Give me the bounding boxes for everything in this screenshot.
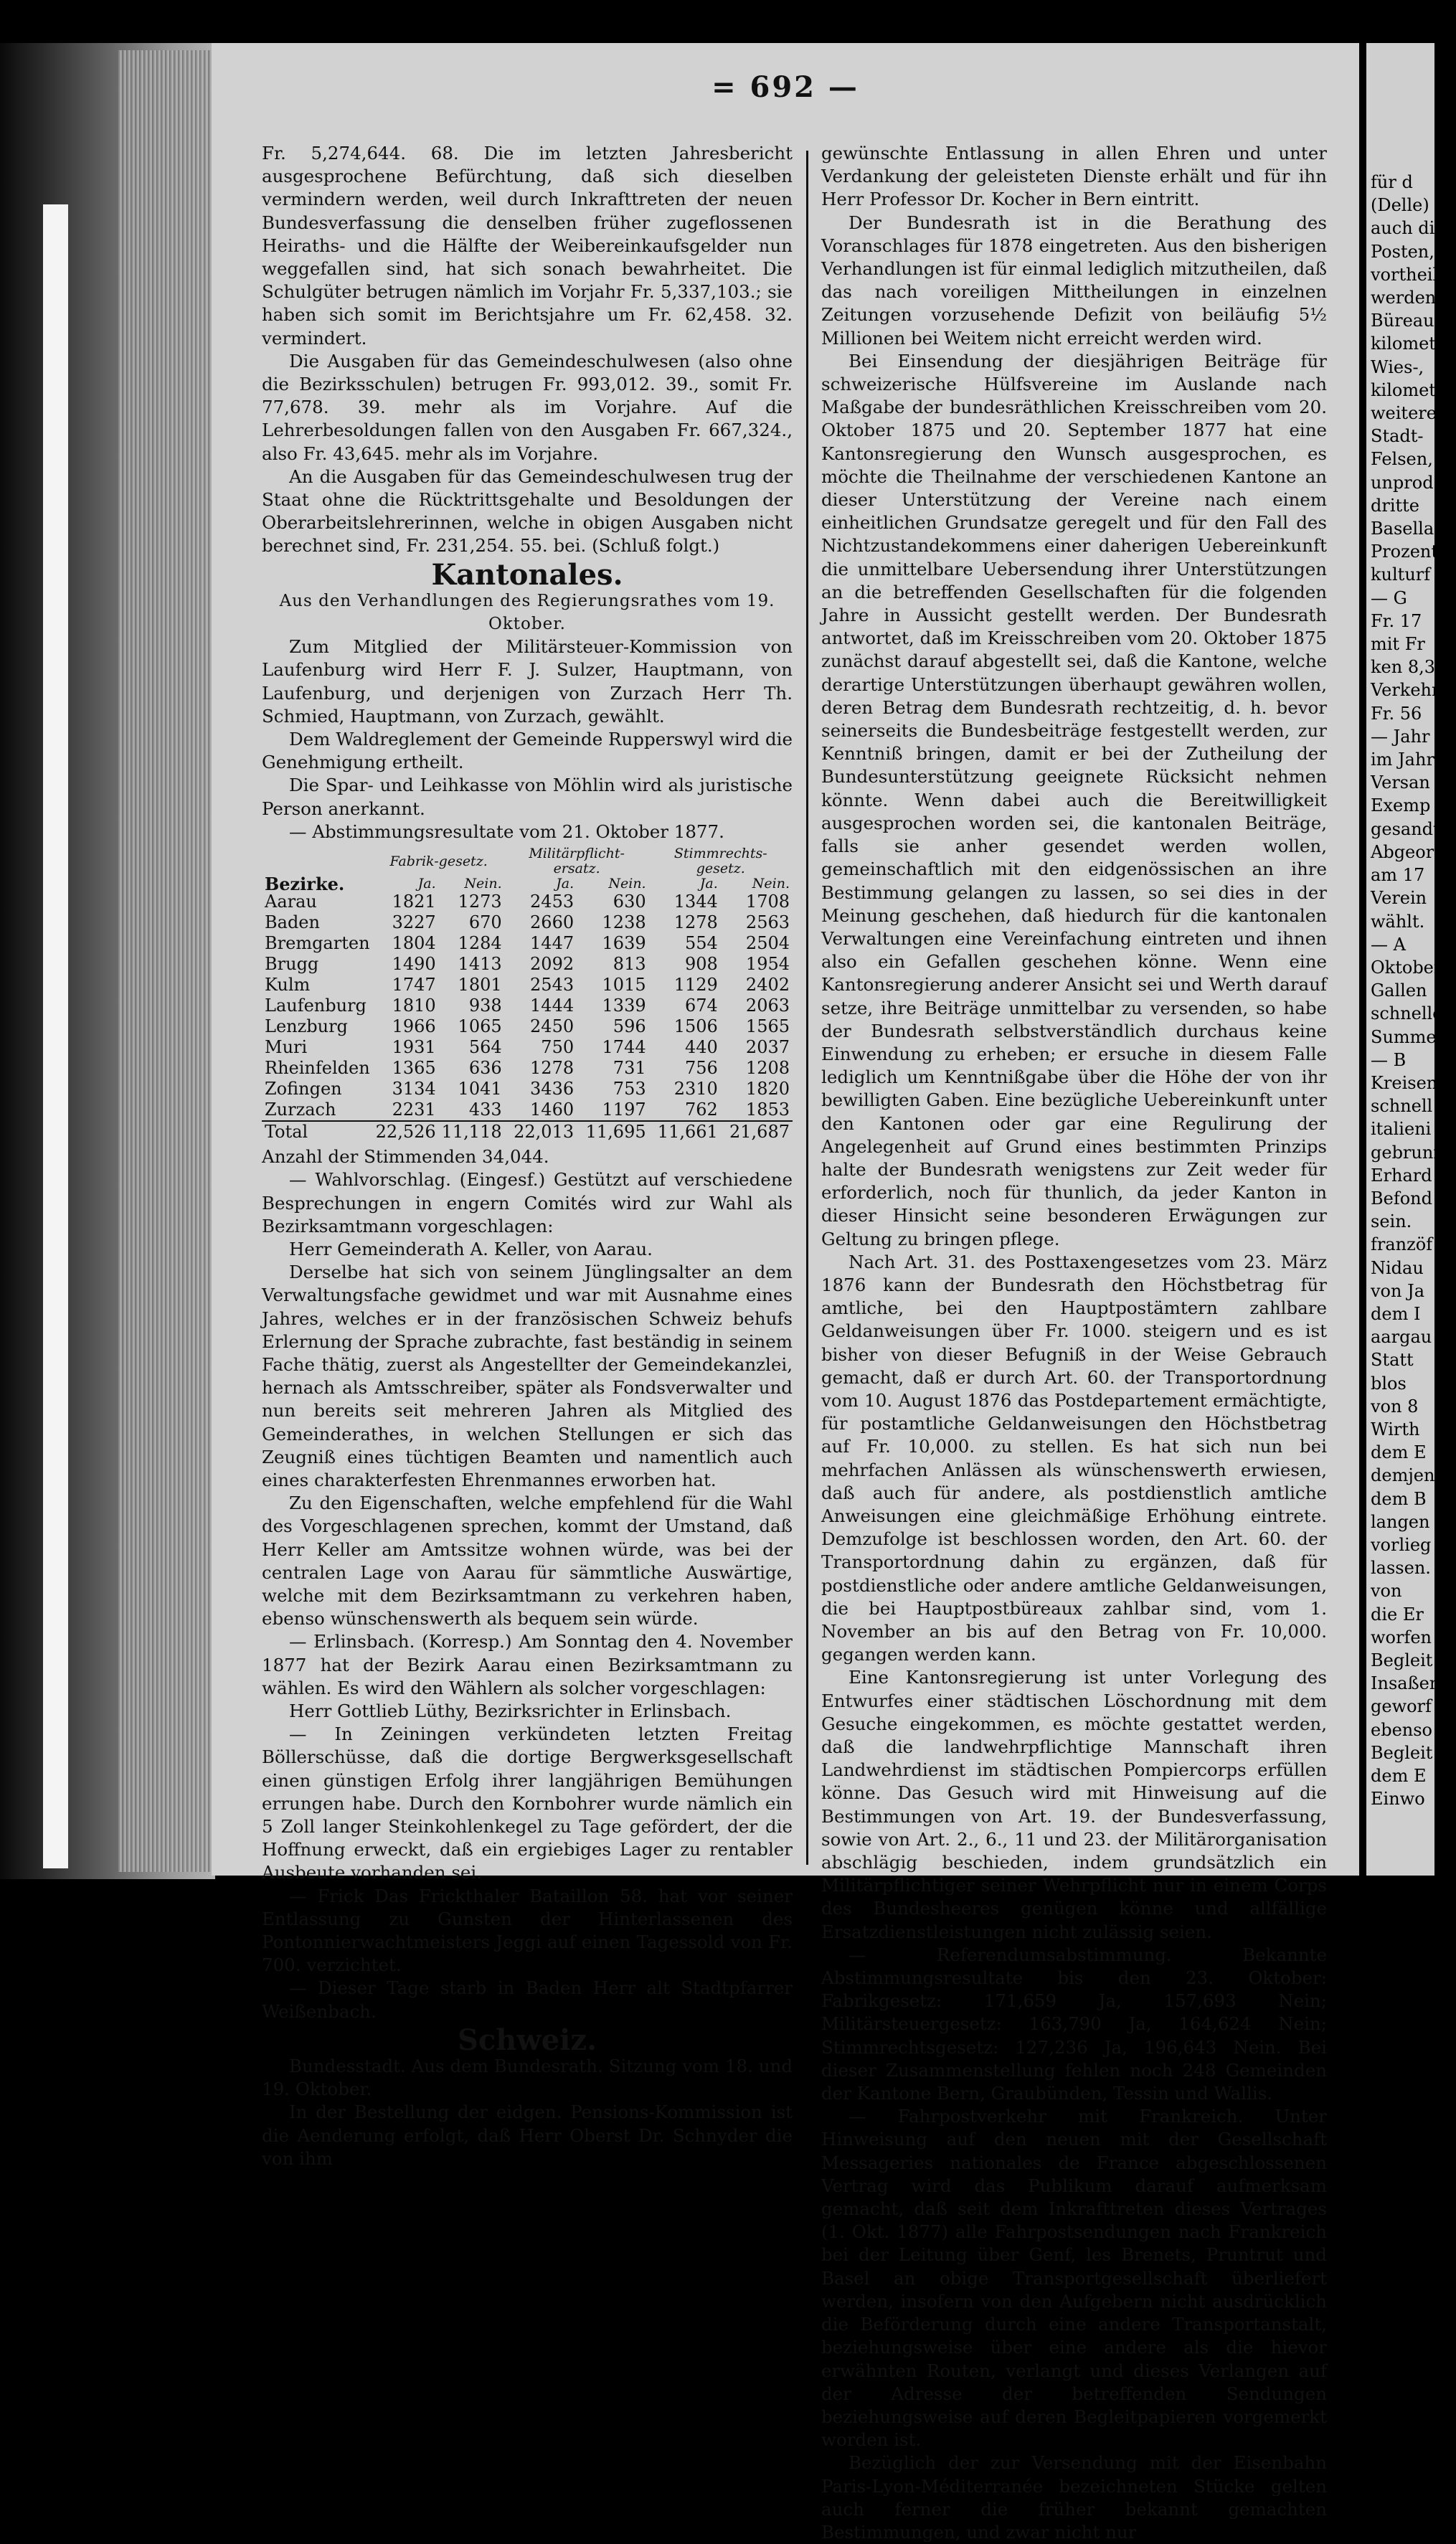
paragraph: Bezüglich der zur Versendung mit der Eisenbahn Paris-Lyon-Méditerranée bezeichneten Stücke gelten auch ferner die früher bekannt gemachten Bestimmungen, und zwar nicht nur bbox=[821, 2452, 1327, 2543]
adjacent-page-line: am 17 bbox=[1371, 865, 1425, 886]
table-row bbox=[262, 912, 793, 933]
paragraph: — Abstimmungsresultate vom 21. Oktober 1877. bbox=[289, 821, 724, 842]
paragraph: Dem Waldreglement der Gemeinde Rupperswyl wird die Genehmigung ertheilt. bbox=[262, 729, 793, 773]
table-row bbox=[262, 1058, 793, 1079]
adjacent-page-line: gebrunne bbox=[1371, 1142, 1455, 1163]
adjacent-page-line: — A bbox=[1371, 934, 1406, 955]
cell: 1129 bbox=[673, 975, 718, 996]
cell: 1413 bbox=[458, 954, 502, 975]
cell: 22,526 bbox=[373, 1121, 439, 1143]
district-name: Kulm bbox=[265, 975, 311, 996]
adjacent-page-line: Nidau bbox=[1371, 1257, 1424, 1278]
adjacent-page-line: worfen bbox=[1371, 1627, 1432, 1647]
cell: 1506 bbox=[673, 1016, 718, 1037]
cell: 756 bbox=[684, 1058, 718, 1079]
paragraph: Der Bundesrath ist in die Berathung des Voranschlages für 1878 eingetreten. Aus den bisherigen Verhandlungen ist für einmal lediglich mitzutheilen, daß das nach voreiligen Mittheilungen in einzelnen Zeitungen vorzusehende Defizit von beiläufig 5½ Millionen bei Weitem nicht erreicht werden wird. bbox=[821, 212, 1327, 349]
adjacent-page-line: Einwo bbox=[1371, 1789, 1425, 1810]
table-header-ja: Ja. bbox=[417, 876, 436, 892]
paragraph: Anzahl der Stimmenden 34,044. bbox=[262, 1146, 549, 1168]
table-total-row bbox=[262, 1121, 793, 1143]
adjacent-page-line: Statt bbox=[1371, 1350, 1414, 1371]
table-row bbox=[262, 1100, 793, 1121]
cell: 1273 bbox=[458, 892, 502, 912]
cell: 1284 bbox=[458, 933, 502, 954]
cell: 636 bbox=[468, 1058, 502, 1079]
right-column bbox=[821, 142, 1327, 2544]
cell: 1565 bbox=[745, 1016, 790, 1037]
cell: 1447 bbox=[530, 933, 575, 954]
adjacent-page-line: dritte bbox=[1371, 495, 1420, 516]
adjacent-page-line: Stadt- bbox=[1371, 426, 1424, 447]
cell: 753 bbox=[613, 1079, 646, 1100]
adjacent-page-line: vorlieg bbox=[1371, 1534, 1432, 1555]
cell: 1639 bbox=[602, 933, 646, 954]
cell: 1344 bbox=[673, 892, 718, 912]
adjacent-page-line: italieni bbox=[1371, 1119, 1432, 1140]
paragraph: — Frick Das Frickthaler Bataillon 58. hat vor seiner Entlassung zu Gunsten der Hinterlassenen des Pontonnierwachtmeisters Jeggi auf einen Tagessold von Fr. 700. verzichtet. bbox=[262, 1885, 793, 1976]
cell: 1197 bbox=[602, 1100, 646, 1120]
district-name: Laufenburg bbox=[265, 996, 367, 1016]
adjacent-page-line: vortheil bbox=[1371, 264, 1439, 285]
cell: 2063 bbox=[745, 996, 790, 1016]
cell: 1966 bbox=[392, 1016, 436, 1037]
paragraph: — In Zeiningen verkündeten letzten Freitag Böllerschüsse, daß die dortige Bergwerksgesellschaft einen günstigen Erfolg ihrer langjährigen Bemühungen errungen habe. Durch den Kornbohrer wurde nämlich ein 5 Zoll langer Steinkohlenkegel zu Tage gefördert, der die Hoffnung erweckt, daß ein ergiebiges Lager zu rentabler Ausbeute vorhanden sei. bbox=[262, 1723, 793, 1883]
adjacent-page-line: von Ja bbox=[1371, 1280, 1425, 1301]
cell: 596 bbox=[613, 1016, 646, 1037]
paragraph: Derselbe hat sich von seinem Jünglingsalter an dem Verwaltungsfache gewidmet und war mit Ausnahme eines Jahres, welches er in der französischen Schweiz behufs Erlernung der Sprache zubrachte, fast beständig in seinem Fache thätig, zuerst als Angestellter der Gemeindekanzlei, hernach als Amtsschreiber, später als Fondsverwalter und nun bereits seit mehreren Jahren als Mitglied des Gemeinderathes, in welchen Stellungen er sich das Zeugniß eines tüchtigen Beamten und namentlich auch eines charakterfesten Ehrenmannes erworben hat. bbox=[262, 1262, 793, 1490]
cell: 11,661 bbox=[649, 1121, 721, 1143]
cell: 3227 bbox=[392, 912, 436, 933]
table-header-nein: Nein. bbox=[608, 876, 646, 892]
cell: 2543 bbox=[530, 975, 575, 996]
cell: 1954 bbox=[745, 954, 790, 975]
paragraph: Herr Gemeinderath A. Keller, von Aarau. bbox=[289, 1238, 653, 1259]
district-name: Brugg bbox=[265, 954, 319, 975]
subheading: Aus den Verhandlungen des Regierungsrathes vom 19. Oktober. bbox=[279, 591, 775, 634]
adjacent-page-line: schnell bbox=[1371, 1096, 1433, 1117]
cell: 674 bbox=[684, 996, 718, 1016]
cell: 1365 bbox=[392, 1058, 436, 1079]
cell: 2504 bbox=[745, 933, 790, 954]
paragraph: Zu den Eigenschaften, welche empfehlend für die Wahl des Vorgeschlagenen sprechen, kommt der Umstand, daß Herr Keller am Amtssitze wohnen würde, was bei der centralen Lage von Aarau für sämmtliche Auswärtige, welche mit dem Bezirksamtmann zu verkehren haben, ebenso wünschenswerth als bequem sein würde. bbox=[262, 1493, 793, 1630]
adjacent-page-line: Fr. 56 bbox=[1371, 703, 1422, 724]
adjacent-page-line: lassen. bbox=[1371, 1558, 1431, 1579]
adjacent-page-line: Verein bbox=[1371, 888, 1427, 909]
table-row bbox=[262, 975, 793, 996]
district-name: Muri bbox=[265, 1037, 308, 1058]
cell: 813 bbox=[613, 954, 646, 975]
adjacent-page-line: Verkehr bbox=[1371, 680, 1440, 701]
table-header-nein: Nein. bbox=[752, 876, 790, 892]
cell: 1931 bbox=[392, 1037, 436, 1058]
paragraph: gewünschte Entlassung in allen Ehren und unter Verdankung der geleisteten Dienste erhält und für ihn Herr Professor Dr. Kocher in Bern eintritt. bbox=[821, 143, 1327, 210]
adjacent-page-line: geworf bbox=[1371, 1696, 1432, 1717]
adjacent-page-line: unprod bbox=[1371, 472, 1434, 493]
paragraph: — Fahrpostverkehr mit Frankreich. Unter Hinweisung auf den neuen mit der Gesellschaft Messageries nationales de France abgeschlossenen Vertrag wird das Publikum darauf aufmerksam gemacht, daß seit dem Inkrafttreten dieses Vertrages (1. Okt. 1877) alle Fahrpostsendungen nach Frankreich bei der Leitung über Genf, les Brenets, Pruntrut und Basel an obige Transportgesellschaft überliefert werden, insofern von den Aufgebern nicht ausdrücklich die Beförderung durch eine andere Transportanstalt, beziehungsweise über eine andere als die hievor erwähnten Routen, verlangt und dieses Verlangen auf der Adresse der betreffenden Sendungen beziehungsweise auf deren Begleitpapieren vorgemerkt worden ist. bbox=[821, 2106, 1327, 2451]
cell: 3436 bbox=[530, 1079, 575, 1100]
adjacent-page-line: (Delle) bbox=[1371, 195, 1429, 216]
adjacent-page-line: auch di bbox=[1371, 218, 1435, 239]
table-header-ja: Ja. bbox=[556, 876, 575, 892]
cell: 2660 bbox=[530, 912, 575, 933]
total-label: Total bbox=[262, 1121, 373, 1143]
adjacent-page-line: Prozent bbox=[1371, 542, 1439, 562]
paragraph: In der Bestellung der eidgen. Pensions-Kommission ist die Aenderung erfolgt, daß Herr Oberst Dr. Schnyder die von ihm bbox=[262, 2101, 793, 2169]
table-row bbox=[262, 1079, 793, 1100]
paragraph: — Referendumsabstimmung. Bekannte Abstimmungsresultate bis den 23. Oktober: Fabrikgesetz: 171,659 Ja, 157,693 Nein; Militärsteuergesetz: 163,790 Ja, 164,624 Nein; Stimmrechtsgesetz: 127,236 Ja, 196,643 Nein. Bei dieser Zusammenstellung fehlen noch 248 Gemeinden der Kantone Bern, Graubünden, Tessin und Wallis. bbox=[821, 1944, 1327, 2104]
adjacent-page-line: kulturf bbox=[1371, 564, 1431, 585]
adjacent-page-line: Begleit bbox=[1371, 1650, 1433, 1670]
cell: 762 bbox=[684, 1100, 718, 1120]
table-row bbox=[262, 892, 793, 912]
cell: 1747 bbox=[392, 975, 436, 996]
cell: 554 bbox=[684, 933, 718, 954]
cell: 938 bbox=[468, 996, 502, 1016]
cell: 2092 bbox=[530, 954, 575, 975]
paragraph: — Dieser Tage starb in Baden Herr alt Stadtpfarrer Weißenbach. bbox=[262, 1977, 793, 2022]
cell: 1015 bbox=[602, 975, 646, 996]
cell: 2231 bbox=[392, 1100, 436, 1120]
adjacent-page-line: blos bbox=[1371, 1373, 1407, 1394]
paragraph: Bei Einsendung der diesjährigen Beiträge für schweizerische Hülfsvereine im Auslande nach Maßgabe der bundesräthlichen Kreisschreiben vom 20. Oktober 1875 und 20. September 1877 hat eine Kantonsregierung den Wunsch ausgesprochen, es möchte die Theilnahme der verschiedenen Kantone an dieser Unterstützung der Vereine nach einem einheitlichen Grundsatze geregelt und für den Fall des Nichtzustandekommens einer daherigen Uebereinkunft die unmittelbare Uebersendung ihrer Unterstützungen an die betreffenden Gesellschaften für die folgenden Jahre in Aussicht gestellt werden. Der Bundesrath antwortet, daß im Kreisschreiben vom 20. Oktober 1875 zunächst darauf abgestellt sei, daß die Kantone, welche derartige Unterstützungen überhaupt gewähren wollen, deren Betrag dem Bundesrath rechtzeitig, d. h. bevor seinerseits die Bundesbeiträge festgestellt werden, zur Kenntniß bringen, damit er bei der Zutheilung der Bundesunterstützung geeignete Rücksicht nehmen könnte. Wenn dabei auch die Bereitwilligkeit ausgesprochen worden sei, die kantonalen Beiträge, falls sie anher gesendet werden wollen, gemeinschaftlich mit den eidgenössischen an ihre Bestimmung gelangen zu lassen, so sei dies in der Meinung geschehen, daß hiedurch für die kantonalen Verwaltungen eine Vereinfachung eintreten und ihnen also ein Gefallen geschehen könne. Wenn eine Kantonsregierung anderer Ansicht sei und Werth darauf setze, ihre Beiträge unmittelbar zu versenden, so habe der Bundesrath selbstverständlich durchaus keine Einwendung zu erheben; er ersuche in diesem Falle lediglich um Kenntnißgabe über die Höhe der von ihr bewilligten Gaben. Eine bezügliche Uebereinkunft unter den Kantonen oder gar eine Regulirung der Angelegenheit auf Grund eines bestimmten Prinzips halte der Bundesrath wenigstens zur Zeit weder für erforderlich, noch für thunlich, da jeder Kanton in dieser Hinsicht seine besonderen Erwägungen zur Geltung zu bringen pflege. bbox=[821, 350, 1327, 1249]
adjacent-page-line: — Jahr bbox=[1371, 726, 1430, 747]
paragraph: Nach Art. 31. des Posttaxengesetzes vom 23. März 1876 kann der Bundesrath den Höchstbetrag für amtliche, bei den Hauptpostämtern zahlbare Geldanweisungen über Fr. 1000. steigern und es ist bisher von dieser Befugniß in der Weise Gebrauch gemacht, daß er durch Art. 60. der Transportordnung vom 10. August 1876 das Postdepartement ermächtigte, für postamtliche Geldanweisungen den Höchstbetrag auf Fr. 10,000. zu stellen. Es hat sich nun bei mehrfachen Anlässen als wünschenswerth erwiesen, daß auch für andere, als postdienstlich amtliche Anweisungen eine gleichmäßige Erhöhung eintrete. Demzufolge ist beschlossen worden, den Art. 60. der Transportordnung dahin zu ergänzen, daß für postdienstliche oder andere amtliche Geldanweisungen, die bei Hauptpostbüreaux zahlbar sind, vom 1. November an bis auf den Betrag von Fr. 10,000. gegangen werden kann. bbox=[821, 1251, 1327, 1665]
paragraph: — Erlinsbach. (Korresp.) Am Sonntag den 4. November 1877 hat der Bezirk Aarau einen Bezirksamtmann zu wählen. Es wird den Wählern als solcher vorgeschlagen: bbox=[262, 1631, 793, 1698]
table-header-fabrik: Fabrik-gesetz. bbox=[389, 853, 488, 869]
adjacent-page-line: im Jahr bbox=[1371, 750, 1434, 770]
table-header-ja: Ja. bbox=[699, 876, 718, 892]
cell: 433 bbox=[468, 1100, 502, 1120]
adjacent-page-line: für d bbox=[1371, 172, 1413, 192]
adjacent-page-line: ebenso bbox=[1371, 1719, 1432, 1740]
adjacent-page-line: dem I bbox=[1371, 1303, 1421, 1324]
cell: 630 bbox=[613, 892, 646, 912]
adjacent-page-line: Begleit bbox=[1371, 1742, 1433, 1763]
adjacent-page-line: Abgeor bbox=[1371, 841, 1434, 862]
paragraph: Die Ausgaben für das Gemeindeschulwesen (also ohne die Bezirksschulen) betrugen Fr. 993,012. 39., somit Fr. 77,678. 39. mehr als im Vorjahre. Auf die Lehrerbesoldungen fallen von den Ausgaben Fr. 667,324., also Fr. 43,645. mehr als im Vorjahre. bbox=[262, 350, 793, 464]
adjacent-page-line: Befond bbox=[1371, 1188, 1432, 1209]
cell: 1238 bbox=[602, 912, 646, 933]
cell: 1041 bbox=[458, 1079, 502, 1100]
newspaper-page bbox=[212, 43, 1359, 2543]
adjacent-page-line: — B bbox=[1371, 1049, 1407, 1070]
paragraph: Eine Kantonsregierung ist unter Vorlegung des Entwurfes einer städtischen Löschordnung mit dem Gesuche eingekommen, es möchte gestattet werden, daß die landwehrpflichtige Mannschaft ihren Landwehrdienst im städtischen Pompiercorps erfüllen könne. Das Gesuch wird mit Hinweisung auf die Bestimmungen von Art. 19. der Bundesverfassung, sowie von Art. 2., 6., 11 und 23. der Militärorganisation abschlägig beschieden, indem grundsätzlich ein Militärpflichtiger seiner Wehrpflicht nur in einem Corps des Bundesheeres genügen könne und allfällige Ersatzdienstleistungen nicht zulässig seien. bbox=[821, 1667, 1327, 1942]
adjacent-page-line: kilomet bbox=[1371, 334, 1436, 354]
adjacent-page-line: ken 8,3 bbox=[1371, 657, 1435, 678]
section-heading-schweiz: Schweiz. bbox=[457, 2023, 597, 2057]
adjacent-page-line: Kreisen bbox=[1371, 1072, 1438, 1093]
adjacent-page-line: Summe bbox=[1371, 1026, 1437, 1047]
adjacent-page-line: weitere bbox=[1371, 403, 1437, 424]
cell: 11,118 bbox=[439, 1121, 505, 1143]
cell: 908 bbox=[684, 954, 718, 975]
adjacent-page-line: dem B bbox=[1371, 1488, 1427, 1509]
adjacent-page-line: Wirth bbox=[1371, 1419, 1420, 1439]
cell: 1853 bbox=[745, 1100, 790, 1120]
district-name: Zurzach bbox=[265, 1100, 336, 1120]
cell: 2037 bbox=[745, 1037, 790, 1058]
adjacent-page-line: aargau bbox=[1371, 1327, 1432, 1348]
adjacent-page-line: von bbox=[1371, 1581, 1402, 1602]
adjacent-page-line: franzöf bbox=[1371, 1234, 1433, 1255]
cell: 1278 bbox=[530, 1058, 575, 1079]
table-header-stimmrecht: Stimmrechts-gesetz. bbox=[673, 846, 767, 877]
adjacent-page-line: Gallen bbox=[1371, 980, 1427, 1001]
adjacent-page-line: wählt. bbox=[1371, 911, 1425, 932]
district-name: Rheinfelden bbox=[265, 1058, 370, 1079]
adjacent-page-line: Büreau bbox=[1371, 311, 1434, 331]
district-name: Baden bbox=[265, 912, 320, 933]
cell: 22,013 bbox=[505, 1121, 577, 1143]
table-row bbox=[262, 933, 793, 954]
cell: 1801 bbox=[458, 975, 502, 996]
cell: 2450 bbox=[530, 1016, 575, 1037]
table-row bbox=[262, 1037, 793, 1058]
cell: 2453 bbox=[530, 892, 575, 912]
vote-results-table bbox=[262, 846, 793, 1143]
adjacent-page-line: mit Fr bbox=[1371, 634, 1425, 655]
adjacent-page-line: werden bbox=[1371, 288, 1437, 308]
cell: 1339 bbox=[602, 996, 646, 1016]
cell: 564 bbox=[468, 1037, 502, 1058]
book-page-edges bbox=[118, 50, 212, 1872]
paragraph: Die Spar- und Leihkasse von Möhlin wird als juristische Person anerkannt. bbox=[262, 775, 793, 819]
cell: 2310 bbox=[673, 1079, 718, 1100]
paragraph: Fr. 5,274,644. 68. Die im letzten Jahresbericht ausgesprochene Befürchtung, daß sich dieselben vermindern werden, weil durch Inkrafttreten der neuen Bundesverfassung die denselben früher zugeflossenen Heiraths- und die Hälfte der Weibereinkaufsgelder nun weggefallen sind, hat sich sonach bewahrheitet. Die Schulgüter betrugen nämlich im Vorjahr Fr. 5,337,103.; sie haben sich somit im Berichtsjahre um Fr. 62,458. 32. vermindert. bbox=[262, 143, 793, 349]
adjacent-page-line: kilomet bbox=[1371, 379, 1436, 400]
cell: 670 bbox=[468, 912, 502, 933]
adjacent-page-text bbox=[1366, 43, 1456, 1810]
adjacent-page-line: dem E bbox=[1371, 1766, 1427, 1787]
paragraph: An die Ausgaben für das Gemeindeschulwesen trug der Staat ohne die Rücktrittsgehalte und Besoldungen der Oberarbeitslehrerinnen, welche in obigen Ausgaben nicht berechnet sind, Fr. 231,254. 55. bei. (Schluß folgt.) bbox=[262, 465, 793, 557]
district-name: Bremgarten bbox=[265, 933, 370, 954]
adjacent-page-fragment bbox=[1366, 43, 1456, 1876]
cell: 1804 bbox=[392, 933, 436, 954]
cell: 440 bbox=[684, 1037, 718, 1058]
district-name: Zofingen bbox=[265, 1079, 342, 1100]
cell: 1490 bbox=[392, 954, 436, 975]
cell: 1820 bbox=[745, 1079, 790, 1100]
cell: 1444 bbox=[530, 996, 575, 1016]
adjacent-page-line: Baselland bbox=[1371, 519, 1456, 539]
district-name: Aarau bbox=[265, 892, 317, 912]
table-header-nein: Nein. bbox=[464, 876, 502, 892]
cell: 21,687 bbox=[721, 1121, 793, 1143]
adjacent-page-line: die Er bbox=[1371, 1604, 1424, 1625]
cell: 1460 bbox=[530, 1100, 575, 1120]
table-row bbox=[262, 996, 793, 1016]
left-column bbox=[262, 142, 793, 2170]
adjacent-page-line: Exemp bbox=[1371, 795, 1431, 816]
cell: 1744 bbox=[602, 1037, 646, 1058]
adjacent-page-line: Erhard bbox=[1371, 1165, 1432, 1186]
paragraph: Herr Gottlieb Lüthy, Bezirksrichter in Erlinsbach. bbox=[289, 1700, 732, 1721]
adjacent-page-line: — G bbox=[1371, 587, 1407, 608]
cell: 1810 bbox=[392, 996, 436, 1016]
adjacent-page-line: Posten, bbox=[1371, 241, 1434, 262]
section-heading-kantonales: Kantonales. bbox=[431, 557, 623, 592]
paragraph: Bundesstadt. Aus dem Bundesrath. Sitzung vom 18. und 19. Oktober. bbox=[262, 2056, 793, 2100]
table-row bbox=[262, 954, 793, 975]
cell: 1708 bbox=[745, 892, 790, 912]
adjacent-page-line: langen bbox=[1371, 1511, 1430, 1532]
page-number: = 692 — bbox=[712, 70, 859, 104]
adjacent-page-line: dem E bbox=[1371, 1442, 1427, 1463]
adjacent-page-line: demjen bbox=[1371, 1465, 1435, 1486]
cell: 1278 bbox=[673, 912, 718, 933]
adjacent-page-line: von 8 bbox=[1371, 1396, 1419, 1417]
paragraph: Zum Mitglied der Militärsteuer-Kommission von Laufenburg wird Herr F. J. Sulzer, Hauptmann, von Laufenburg, und derjenigen von Zurzach Herr Th. Schmied, Hauptmann, von Zurzach, gewählt. bbox=[262, 636, 793, 727]
scan-edge-strip bbox=[43, 204, 68, 1868]
adjacent-page-line: sein. bbox=[1371, 1211, 1412, 1232]
cell: 3134 bbox=[392, 1079, 436, 1100]
district-name: Lenzburg bbox=[265, 1016, 348, 1037]
adjacent-page-line: Versan bbox=[1371, 772, 1430, 793]
paragraph: — Wahlvorschlag. (Eingesf.) Gestützt auf verschiedene Besprechungen in engern Comités wird zur Wahl als Bezirksamtmann vorgeschlagen: bbox=[262, 1169, 793, 1236]
adjacent-page-line: gesandt bbox=[1371, 818, 1440, 839]
cell: 1208 bbox=[745, 1058, 790, 1079]
adjacent-page-line: Insaßen bbox=[1371, 1673, 1441, 1694]
table-header-bezirke: Bezirke. bbox=[265, 874, 345, 895]
column-rule bbox=[806, 151, 808, 1865]
adjacent-page-line: Fr. 17 bbox=[1371, 610, 1422, 631]
cell: 750 bbox=[541, 1037, 575, 1058]
cell: 11,695 bbox=[577, 1121, 649, 1143]
cell: 1065 bbox=[458, 1016, 502, 1037]
adjacent-page-line: Wies-, bbox=[1371, 356, 1424, 377]
adjacent-page-line: schnelle bbox=[1371, 1003, 1443, 1024]
table-row bbox=[262, 1016, 793, 1037]
adjacent-page-line: Felsen, bbox=[1371, 449, 1433, 470]
cell: 1821 bbox=[392, 892, 436, 912]
cell: 2563 bbox=[745, 912, 790, 933]
table-header-militaer: Militärpflicht-ersatz. bbox=[529, 846, 625, 877]
cell: 731 bbox=[613, 1058, 646, 1079]
adjacent-page-line: Oktober bbox=[1371, 957, 1442, 978]
cell: 2402 bbox=[745, 975, 790, 996]
